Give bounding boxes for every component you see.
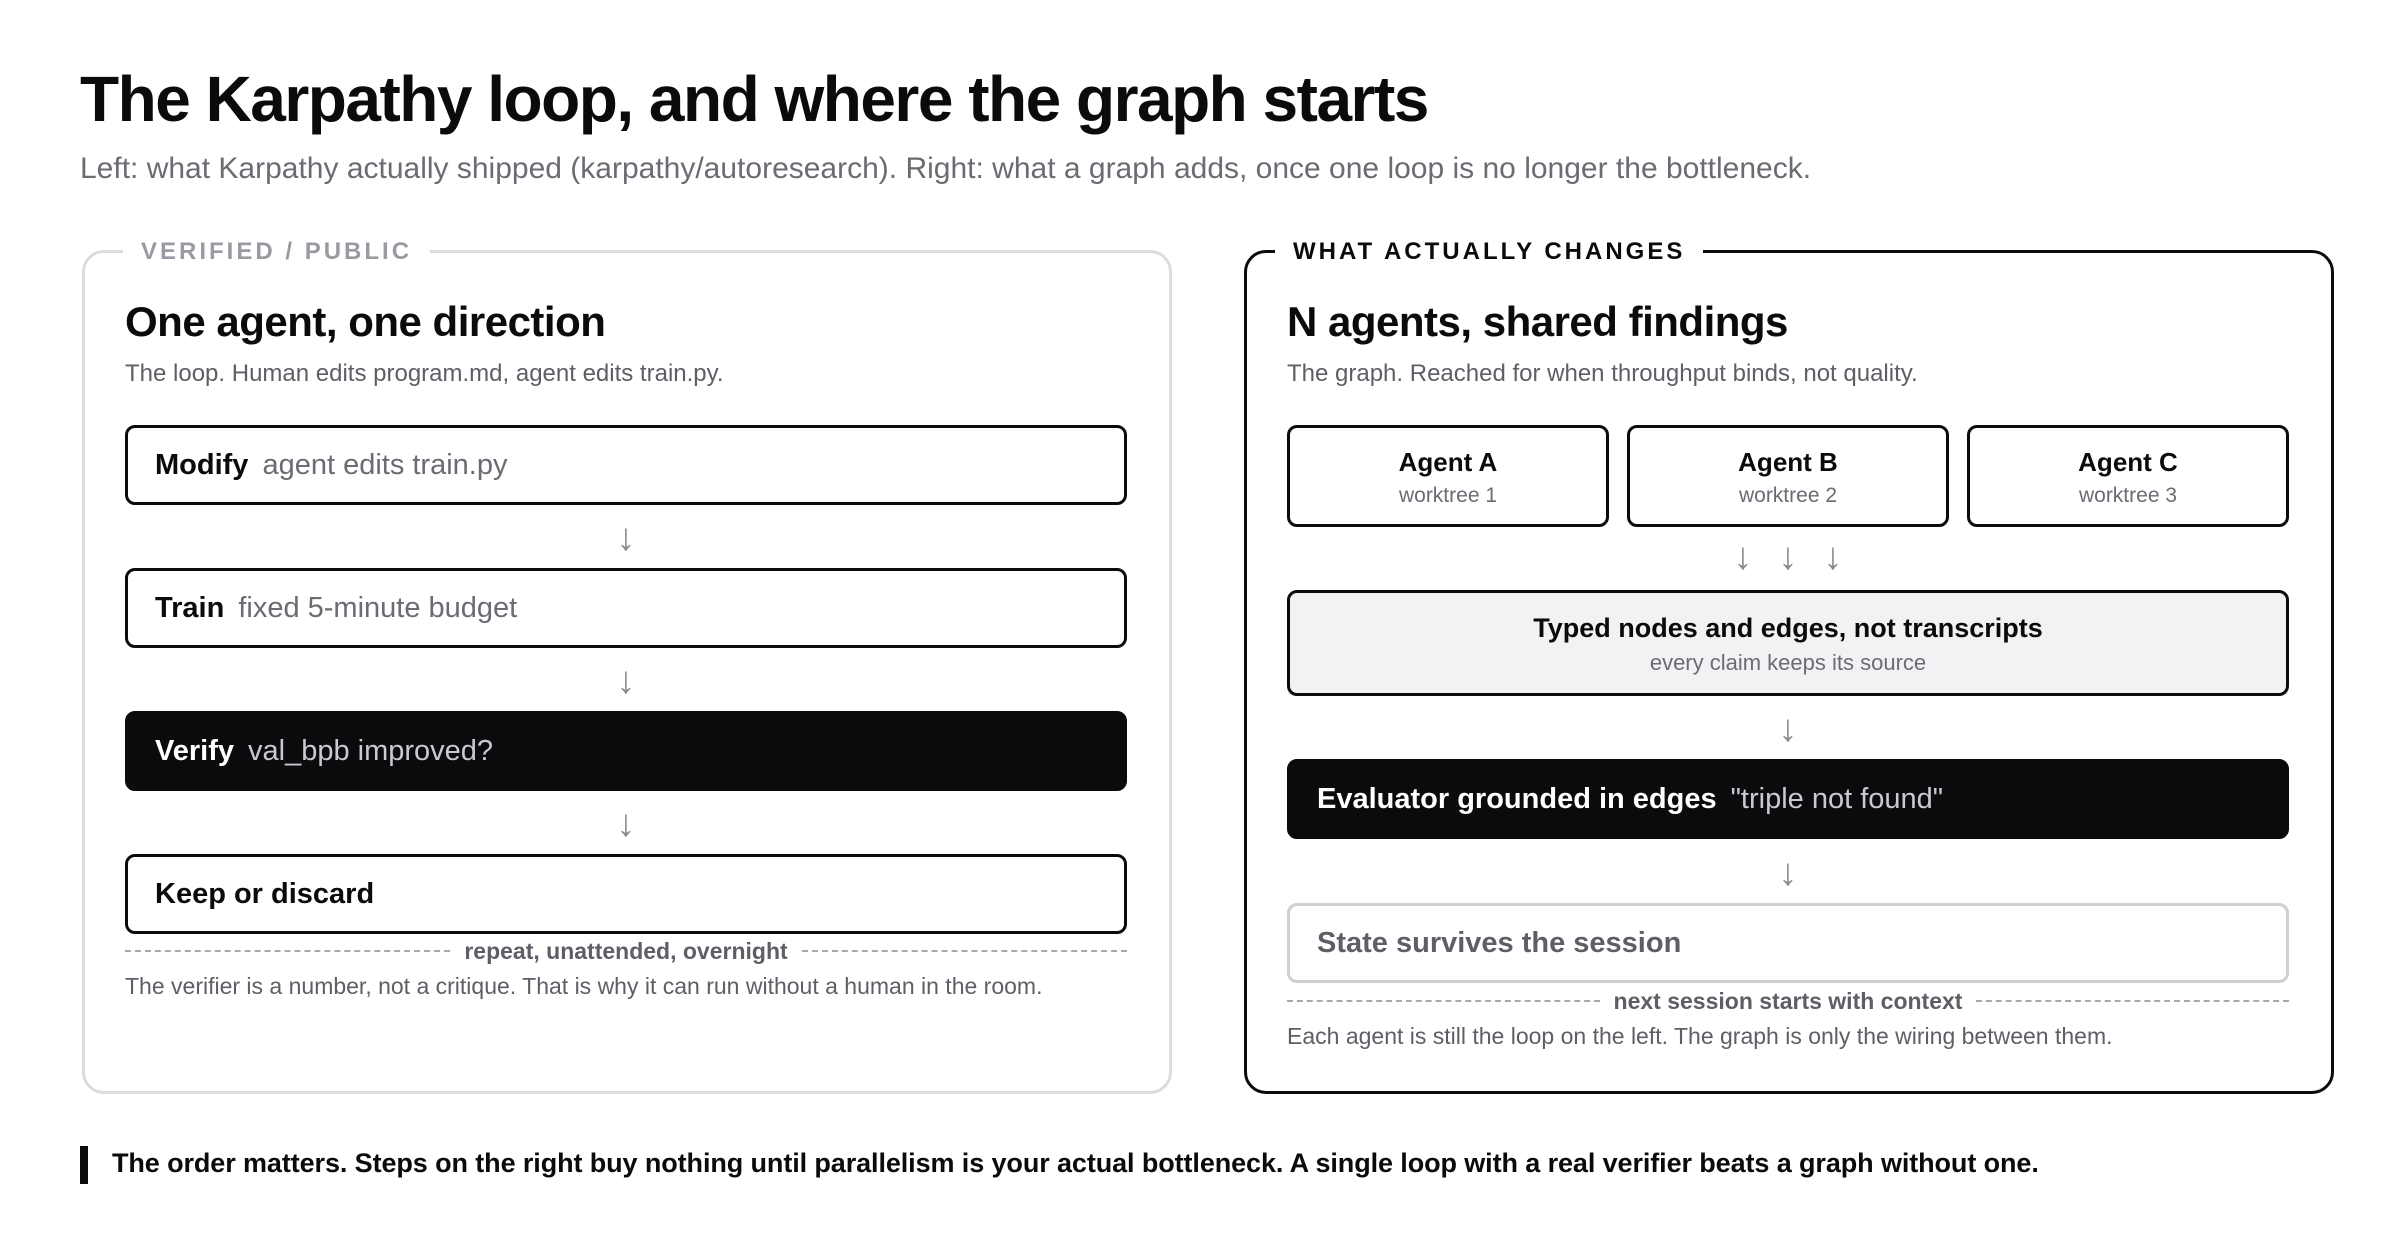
down-arrow-icon: ↓ <box>616 803 636 845</box>
graph-box-subtitle: every claim keeps its source <box>1649 650 1927 675</box>
panel-title: N agents, shared findings <box>1287 298 1788 345</box>
down-arrow-icon: ↓ <box>1778 536 1798 578</box>
agent-worktree: worktree 1 <box>1398 484 1498 507</box>
step-detail: fixed 5-minute budget <box>238 591 518 624</box>
panel-note: Each agent is still the loop on the left. The graph is only the wiring between them. <box>1287 1023 2113 1049</box>
down-arrow-icon: ↓ <box>1778 852 1798 894</box>
graph-panel <box>1244 238 2334 1094</box>
step-name: State survives the session <box>1317 926 1682 959</box>
panel-tag: VERIFIED / PUBLIC <box>123 234 430 270</box>
step-detail: "triple not found" <box>1730 782 1944 815</box>
step-name: Verify <box>155 734 234 767</box>
down-arrow-icon: ↓ <box>1733 536 1753 578</box>
down-arrow-icon: ↓ <box>616 660 636 702</box>
divider-label: repeat, unattended, overnight <box>464 937 788 964</box>
panel-note: The verifier is a number, not a critique. That is why it can run without a human in the room. <box>125 973 1043 999</box>
step-detail: agent edits train.py <box>262 448 508 481</box>
agent-c-card <box>1967 425 2289 527</box>
down-arrow-icon: ↓ <box>1823 536 1843 578</box>
graph-box-title: Typed nodes and edges, not transcripts <box>1533 613 2043 643</box>
agent-b-card <box>1627 425 1949 527</box>
down-arrow-icon: ↓ <box>1778 708 1798 750</box>
page-subtitle: Left: what Karpathy actually shipped (karpathy/autoresearch). Right: what a graph adds, once one loop is no longer the bottleneck. <box>80 152 1812 185</box>
panel-tag: WHAT ACTUALLY CHANGES <box>1275 234 1703 270</box>
state-step <box>1287 903 2289 983</box>
dashed-line <box>802 950 1127 952</box>
agent-name: Agent B <box>1738 447 1838 477</box>
step-verify <box>125 711 1127 791</box>
footer-accent-bar <box>80 1146 88 1184</box>
dashed-line <box>125 950 450 952</box>
agent-name: Agent A <box>1398 447 1498 477</box>
step-modify <box>125 425 1127 505</box>
agent-a-card <box>1287 425 1609 527</box>
step-name: Keep or discard <box>155 877 375 910</box>
agent-name: Agent C <box>2078 447 2178 477</box>
down-arrow-icon: ↓ <box>616 517 636 559</box>
step-name: Modify <box>155 448 249 481</box>
step-name: Evaluator grounded in edges <box>1317 782 1717 815</box>
agent-worktree: worktree 2 <box>1738 484 1838 507</box>
step-train <box>125 568 1127 648</box>
footer-callout: The order matters. Steps on the right buy nothing until parallelism is your actual bottleneck. A single loop with a real verifier beats a graph without one. <box>112 1148 2039 1178</box>
panel-description: The loop. Human edits program.md, agent edits train.py. <box>125 360 724 387</box>
step-detail: val_bpb improved? <box>248 734 494 767</box>
step-keep-or-discard <box>125 854 1127 934</box>
session-divider <box>1287 986 2289 1016</box>
dashed-line <box>1976 1000 2289 1002</box>
repeat-divider <box>125 936 1127 966</box>
step-name: Train <box>155 591 225 624</box>
agent-worktree: worktree 3 <box>2078 484 2178 507</box>
typed-graph-box <box>1287 590 2289 696</box>
panel-title: One agent, one direction <box>125 298 606 345</box>
loop-panel <box>82 238 1172 1094</box>
page-title: The Karpathy loop, and where the graph starts <box>80 63 1428 135</box>
evaluator-step <box>1287 759 2289 839</box>
panel-description: The graph. Reached for when throughput binds, not quality. <box>1287 360 1918 387</box>
dashed-line <box>1287 1000 1600 1002</box>
divider-label: next session starts with context <box>1613 987 1963 1014</box>
